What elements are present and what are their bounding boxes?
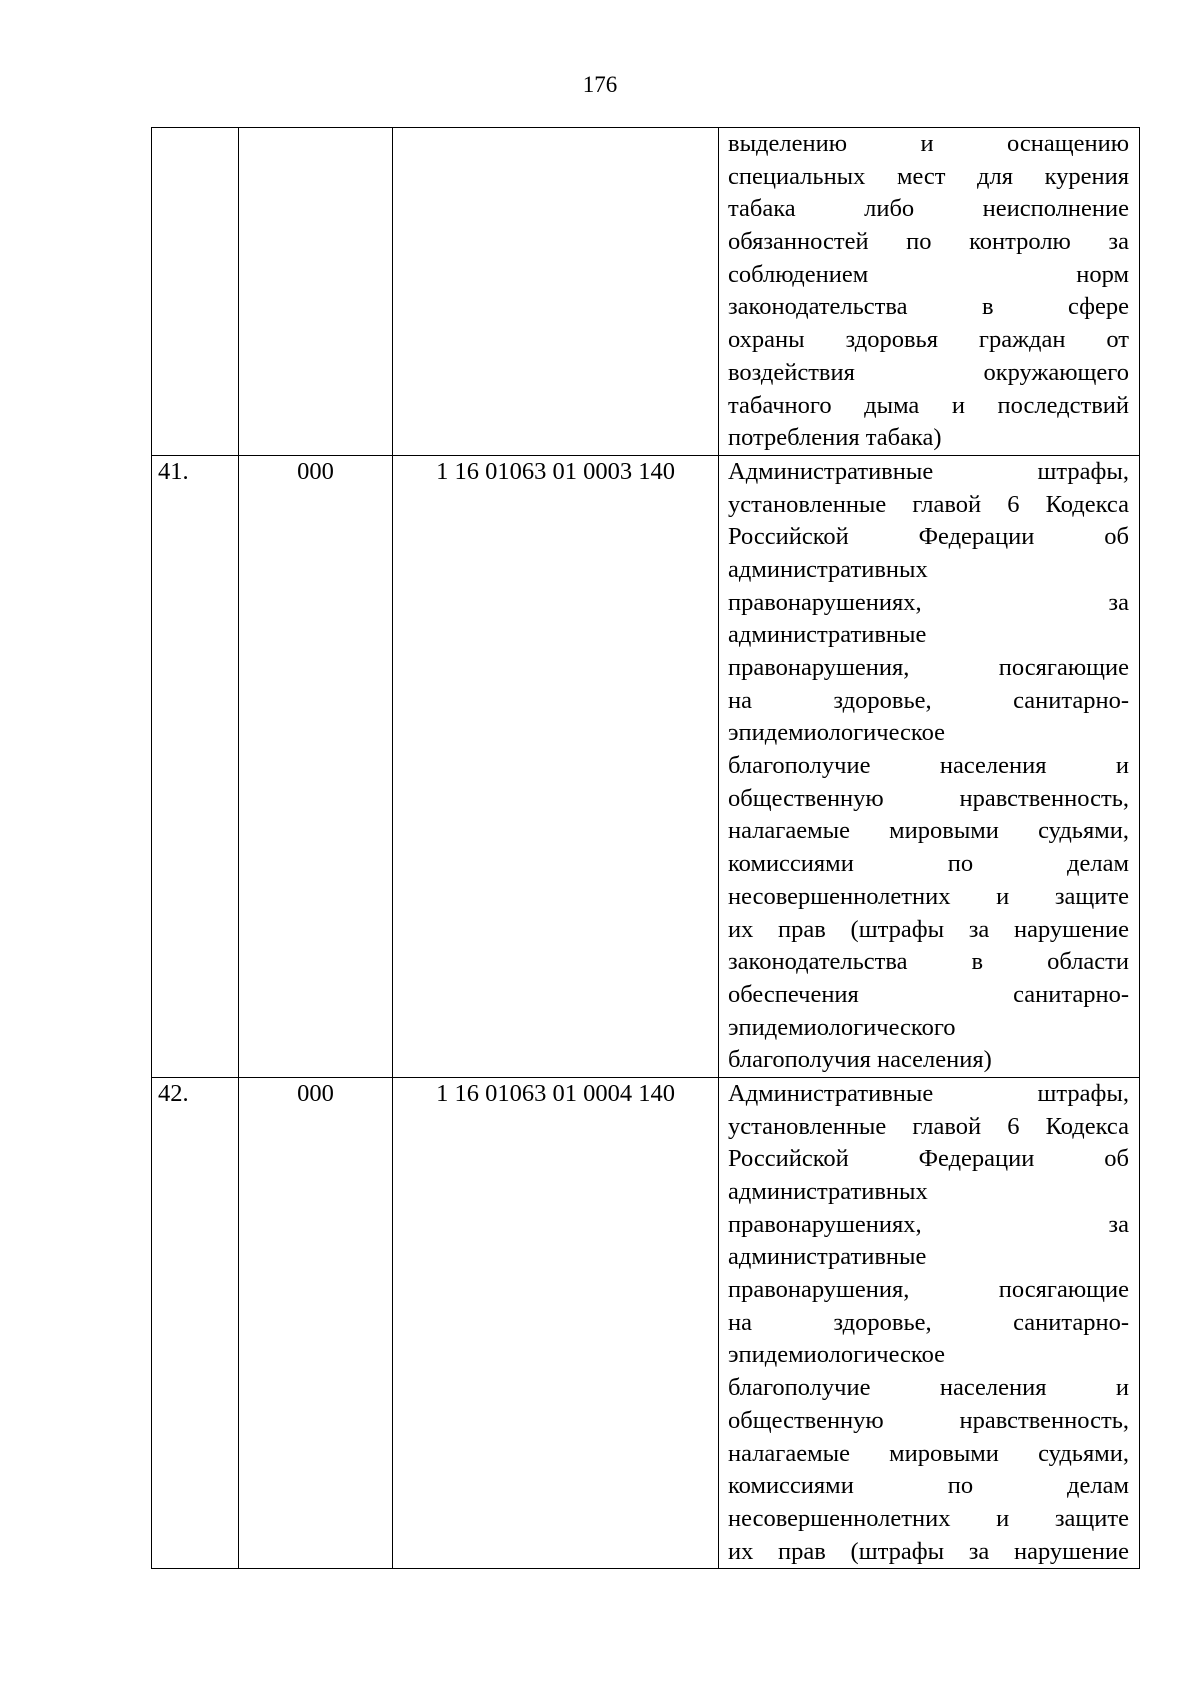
description-line: на здоровье, санитарно- [728,1308,1129,1336]
description-line: административных [728,1178,928,1205]
description-line: несовершеннолетних и защите [728,882,1129,910]
admin-code-cell [239,128,393,456]
table-row [152,128,1140,456]
description-line: эпидемиологическое [728,719,946,747]
description-line: общественную нравственность, [728,784,1129,812]
description-line: благополучия населения) [728,1046,992,1074]
row-number-cell [152,1077,239,1568]
description-line: потребления табака) [728,424,942,452]
table-row [152,1077,1140,1568]
budget-code-cell-text [393,128,718,161]
row-number-cell-text: 42. [158,1079,189,1107]
description-line: правонарушениях, за [728,1210,1129,1238]
description-line: их прав (штрафы за нарушение [728,915,1129,943]
description-line: налагаемые мировыми судьями, [728,817,1129,845]
description-line: установленные главой 6 Кодекса [728,1112,1129,1140]
row-number-cell-text [158,128,238,161]
description-line: выделению и оснащению [728,130,1129,157]
description-line: правонарушения, посягающие [728,1276,1129,1304]
budget-code-cell [393,128,719,456]
description-line: на здоровье, санитарно- [728,686,1129,714]
description-line: обеспечения санитарно- [728,980,1129,1008]
description-line: административные [728,621,927,649]
row-number-cell [152,455,239,1077]
budget-code-cell-text: 1 16 01063 01 0003 140 [436,457,675,485]
description-line: воздействия окружающего [728,358,1129,386]
row-number-cell [152,128,239,456]
admin-code-cell-text: 000 [297,1079,334,1107]
table-body [152,128,1140,1569]
description-line: табака либо неисполнение [728,195,1129,223]
admin-code-cell [239,1077,393,1568]
admin-code-cell [239,455,393,1077]
description-line: охраны здоровья граждан от [728,326,1129,354]
budget-code-cell [393,1077,719,1568]
description-line: правонарушения, посягающие [728,654,1129,681]
description-line: административные [728,1243,927,1271]
description-line: табачного дыма и последствий [728,391,1129,419]
description-cell [719,455,1140,1077]
description-line: законодательства в сфере [728,293,1129,321]
description-line: правонарушениях, за [728,588,1129,616]
description-line: благополучие населения и [728,1374,1129,1402]
description-line: специальных мест для курения [728,162,1129,190]
description-line: эпидемиологическое [728,1341,946,1369]
budget-code-cell [393,455,719,1077]
description-cell [719,1077,1140,1568]
description-line: установленные главой 6 Кодекса [728,490,1129,518]
description-cell [719,128,1140,456]
description-line: административных [728,555,928,583]
description-line: Российской Федерации об [728,1145,1129,1173]
description-line: комиссиями по делам [728,850,1129,878]
row-number-cell-text: 41. [158,457,189,485]
page-number: 176 [582,72,618,97]
description-line: Российской Федерации об [728,523,1129,551]
description-line: благополучие населения и [728,752,1129,780]
description-line: соблюдением норм [728,260,1129,288]
description-line: их прав (штрафы за нарушение [728,1537,1129,1565]
description-line: общественную нравственность, [728,1406,1129,1434]
budget-code-table [151,127,1140,1569]
description-line: комиссиями по делам [728,1472,1129,1500]
description-line: обязанностей по контролю за [728,228,1129,256]
budget-code-cell-text: 1 16 01063 01 0004 140 [436,1079,675,1107]
description-line: налагаемые мировыми судьями, [728,1439,1129,1467]
description-line: законодательства в области [728,948,1129,976]
admin-code-cell-text [239,128,392,161]
description-line: Административные штрафы, [728,457,1129,485]
admin-code-cell-text: 000 [297,457,334,485]
description-line: несовершеннолетних и защите [728,1504,1129,1532]
table-row [152,455,1140,1077]
description-line: эпидемиологического [728,1013,956,1041]
description-line: Административные штрафы, [728,1079,1129,1107]
